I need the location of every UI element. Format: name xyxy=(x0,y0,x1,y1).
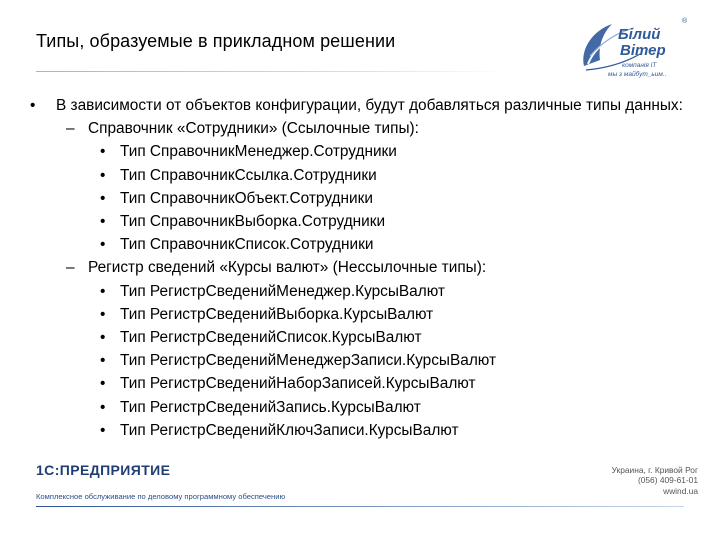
registered-mark: ® xyxy=(682,18,688,25)
logo-line-1: Білий xyxy=(618,26,661,43)
group-heading-text: Справочник «Сотрудники» (Ссылочные типы): xyxy=(88,120,419,138)
wind-swirl-icon xyxy=(578,14,696,80)
list-item-text: Тип СправочникОбъект.Сотрудники xyxy=(120,189,373,207)
dash-marker: – xyxy=(66,259,75,277)
list-item xyxy=(30,396,690,419)
list-item-text: Тип РегистрСведенийЗапись.КурсыВалют xyxy=(120,398,421,416)
group-heading-register xyxy=(30,256,690,279)
bullet-marker: • xyxy=(100,305,106,323)
bullet-marker: • xyxy=(100,213,106,231)
footer-location: Украина, г. Кривой Рог xyxy=(611,465,698,475)
group-heading-catalog xyxy=(30,117,690,140)
list-item-text: Тип СправочникМенеджер.Сотрудники xyxy=(120,143,397,161)
footer-contacts xyxy=(612,465,698,496)
bullet-marker: • xyxy=(100,398,106,416)
footer-phone: (056) 409-61-01 xyxy=(637,475,698,486)
bullet-marker: • xyxy=(100,421,106,439)
list-item xyxy=(30,349,690,372)
footer-brand xyxy=(36,462,366,501)
brand-tagline: Комплексное обслуживание по деловому программному обеспечению xyxy=(36,492,286,501)
slide-body xyxy=(30,94,690,442)
logo-tagline-2: мы з майбут_ьим.. xyxy=(608,71,667,78)
bullet-marker: • xyxy=(100,282,106,300)
bullet-marker: • xyxy=(100,236,106,254)
list-item-text: Тип СправочникСписок.Сотрудники xyxy=(120,236,374,254)
list-item-text: Тип РегистрСведенийМенеджер.КурсыВалют xyxy=(120,282,445,300)
list-item-text: Тип РегистрСведенийКлючЗаписи.КурсыВалют xyxy=(120,421,459,439)
bullet-marker: • xyxy=(100,352,106,370)
bullet-marker: • xyxy=(30,97,36,114)
bullet-marker: • xyxy=(100,189,106,207)
group-heading-text: Регистр сведений «Курсы валют» (Нессылочные типы): xyxy=(88,259,487,277)
dash-marker: – xyxy=(66,120,75,138)
footer-divider xyxy=(36,506,684,507)
list-item xyxy=(30,164,690,187)
brand-1c-logo: 1С:ПРЕДПРИЯТИЕ xyxy=(36,462,171,478)
bullet-item-intro xyxy=(30,94,690,117)
bullet-marker: • xyxy=(100,166,106,184)
intro-text: В зависимости от объектов конфигурации, будут добавляться различные типы данных: xyxy=(56,97,683,114)
list-item xyxy=(30,187,690,210)
bullet-marker: • xyxy=(100,329,106,347)
header-divider xyxy=(36,71,506,72)
list-item xyxy=(30,233,690,256)
logo-line-2: Вітер xyxy=(620,42,666,59)
list-item xyxy=(30,326,690,349)
list-item-text: Тип РегистрСведенийВыборка.КурсыВалют xyxy=(120,305,434,323)
list-item-text: Тип СправочникСсылка.Сотрудники xyxy=(120,166,377,184)
list-item-text: Тип РегистрСведенийМенеджерЗаписи.КурсыВалют xyxy=(120,352,497,370)
logo-tagline-1: компанія IT xyxy=(622,62,657,69)
list-item xyxy=(30,210,690,233)
bullet-marker: • xyxy=(100,143,106,161)
list-item xyxy=(30,280,690,303)
list-item-text: Тип СправочникВыборка.Сотрудники xyxy=(120,213,386,231)
list-item-text: Тип РегистрСведенийСписок.КурсыВалют xyxy=(120,329,422,347)
list-item xyxy=(30,372,690,395)
list-item xyxy=(30,419,690,442)
slide-title: Типы, образуемые в прикладном решении xyxy=(36,31,396,51)
company-logo xyxy=(578,14,696,80)
list-item xyxy=(30,303,690,326)
bullet-marker: • xyxy=(100,375,106,393)
footer-website: wwind.ua xyxy=(663,485,698,496)
list-item xyxy=(30,140,690,163)
list-item-text: Тип РегистрСведенийНаборЗаписей.КурсыВалют xyxy=(120,375,476,393)
